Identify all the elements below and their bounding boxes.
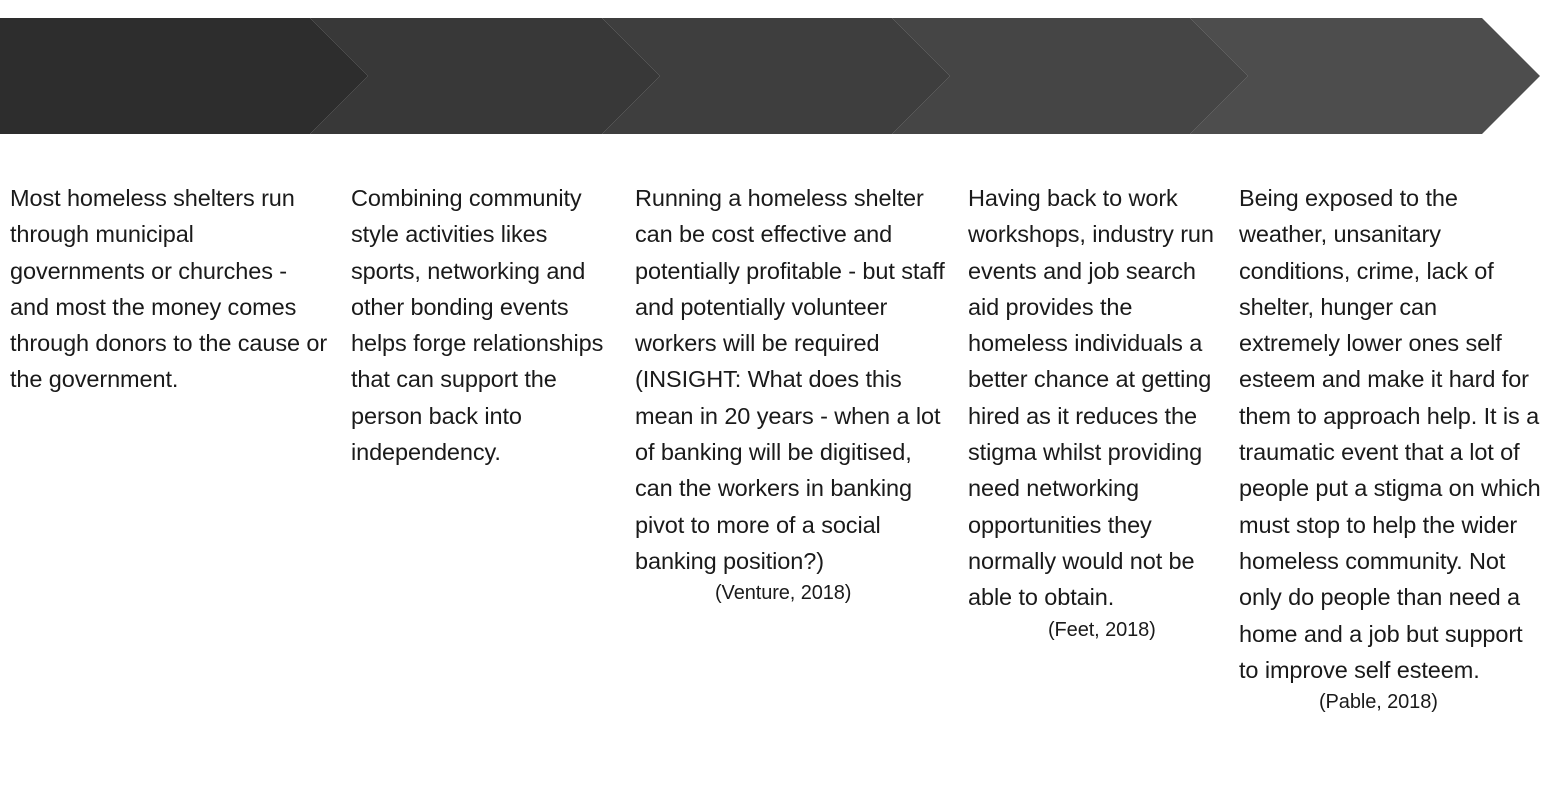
stage-4-description — [968, 180, 1226, 644]
stage-5-citation: (Pable, 2018) — [1319, 691, 1438, 714]
stage-1-text: Most homeless shelters run through municipal governments or churches - and most the money comes through donors to the cause or the government. — [10, 185, 328, 393]
stage-2-description — [351, 180, 623, 470]
process-chevron-1 — [0, 18, 368, 134]
stage-5-description — [1239, 180, 1544, 716]
process-arrow-bar — [0, 18, 1558, 134]
stage-1-description — [10, 180, 330, 398]
stage-2-text: Combining community style activities likes sports, networking and other bonding events helps forge relationships that can support the person back into independency. — [351, 185, 604, 466]
stage-5-text: Being exposed to the weather, unsanitary conditions, crime, lack of shelter, hunger can extremely lower ones self esteem and make it hard for them to approach help. It is a traumatic event that a lot of people put a stigma on which must stop to help the wider homeless community. Not only do people than need a home and a job but support to improve self esteem. — [1239, 185, 1541, 683]
stage-3-citation: (Venture, 2018) — [715, 582, 852, 605]
stage-4-citation: (Feet, 2018) — [1048, 618, 1156, 641]
stage-4-text: Having back to work workshops, industry run events and job search aid provides the homeless individuals a better chance at getting hired as it reduces the stigma whilst providing need networking opportunities they normally would not be able to obtain. — [968, 185, 1214, 611]
stage-3-text: Running a homeless shelter can be cost effective and potentially profitable - but staff and potentially volunteer workers will be required (INSIGHT: What does this mean in 20 years - when a lot of banking will be digitised, can the workers in banking pivot to more of a social banking position?) — [635, 185, 945, 574]
stage-3-description — [635, 180, 953, 607]
